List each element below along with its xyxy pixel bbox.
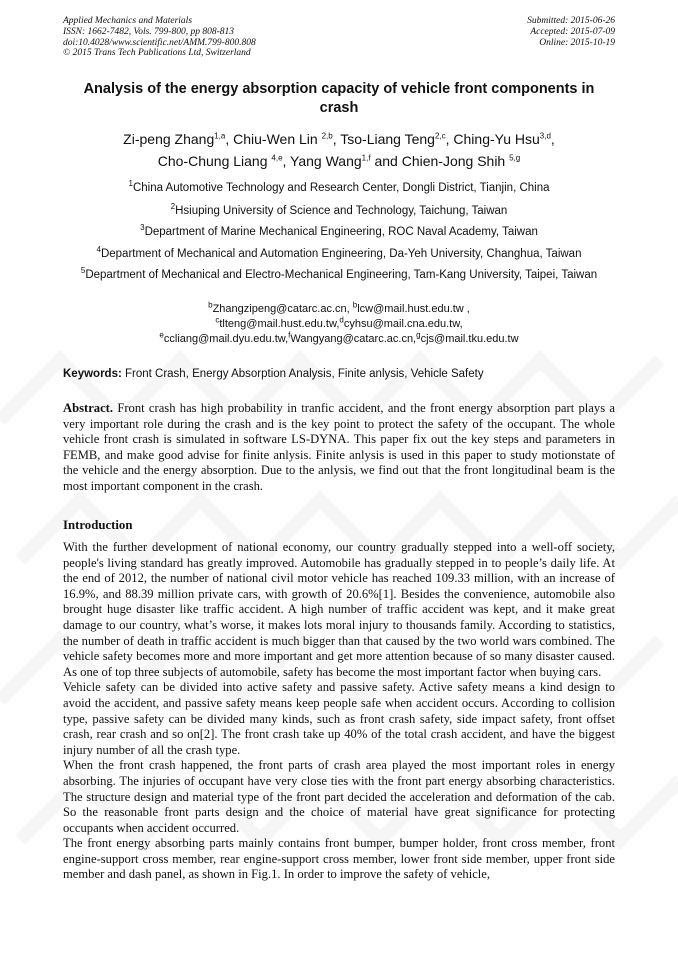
email-address: tlteng@mail.hust.edu.tw,: [219, 318, 340, 330]
affiliation-3: $^3$Department of Marine Mechanical Engineering, ROC Naval Academy, Taiwan: [140, 223, 538, 238]
paragraph: With the further development of national economy, our country gradually stepped into a well-off society, people's living standard has greatly improved. Automobile has gradually stepped in to people’s daily life. At the end of 2012, the number of national civil motor vehicle has reached 109.33 million, with an increase of 16.9%, and 88.39 million private cars, with growth of 20.6%[1]. Besides the convenience, automobile also brought huge disaster like traffic accident. A high number of traffic accident was kept, and it make great damage to our country, what’s worse, it makes lots moral injury to thousands family. According to statistics, the number of death in traffic accident is much bigger than that caused by the two world wars combined. The vehicle safety becomes more and more important and get more attention because of so many disaster caused. As one of top three subjects of automobile, safety has become the most important factor when buying cars.: [63, 540, 615, 679]
accepted-date: Accepted: 2015-07-09: [530, 26, 615, 37]
copyright-line: © 2015 Trans Tech Publications Ltd, Switzerland: [63, 48, 251, 59]
affiliation-5: $^5$Department of Mechanical and Electro-Mechanical Engineering, Tam-Kang University, Taipei, Taiwan: [80, 266, 598, 281]
author: Zi-peng Zhang$^{1,a}$,: [123, 131, 234, 147]
email-address: ccliang@mail.dyu.edu.tw,: [163, 333, 289, 345]
email-address: lcw@mail.hust.edu.tw ,: [357, 303, 470, 315]
author: Cho-Chung Liang $^{4,e}$,: [157, 153, 291, 169]
dates-info: [527, 16, 615, 48]
keywords-text: Front Crash, Energy Absorption Analysis, Finite anlysis, Vehicle Safety: [121, 368, 484, 380]
email-address: Wangyang@catarc.ac.cn,: [290, 333, 417, 345]
email-line: $^e$ccliang@mail.dyu.edu.tw,$^f$Wangyang@catarc.ac.cn,$^g$cjs@mail.tku.edu.tw: [159, 330, 519, 345]
section-heading: Introduction: [63, 518, 133, 532]
issn-line: ISSN: 1662-7482, Vols. 799-800, pp 808-813: [63, 26, 234, 37]
keywords-label: Keywords:: [63, 368, 122, 380]
submitted-date: Submitted: 2015-06-26: [527, 16, 615, 26]
abstract-text: Front crash has high probability in tranfic accident, and the front energy absorption part plays a very important role during the crash and is the key point to protect the safety of the occupant. The whole vehicle front crash is simulated in software LS-DYNA. This paper fix out the key steps and parameters in FEMB, and make good advise for finite anlysis. Finite anlysis is used in this paper to study motionstate of the vehicle and the energy absorption. Due to the anlysis, we find out that the front longitudinal beam is the most important component in the crash.: [63, 401, 615, 493]
abstract: [63, 401, 615, 495]
author: Chien-Jong Shih $^{5,g}$: [401, 153, 521, 169]
email-list: [40, 302, 638, 347]
author: Yang Wang$^{1,f}$ and: [290, 153, 402, 169]
online-date: Online: 2015-10-19: [539, 37, 615, 48]
paragraph: When the front crash happened, the front parts of crash area played the most important roles in energy absorbing. The injuries of occupant have very close ties with the front part energy absorbing characteristics. The structure design and material type of the front part decided the acceleration and deformation of the cab. So the reasonable front parts design and the choice of material have great significance for protecting occupants when accident occurred.: [63, 758, 615, 835]
journal-name: Applied Mechanics and Materials: [63, 16, 193, 26]
author: Tso-Liang Teng$^{2,c}$,: [340, 131, 454, 147]
paragraph: The front energy absorbing parts mainly contains front bumper, bumper holder, front cross member, front engine-support cross member, rear engine-support cross member, lower front side member, upper front side member and dash panel, as shown in Fig.1. In order to improve the safety of vehicle,: [63, 836, 615, 882]
email-address: cjs@mail.tku.edu.tw: [420, 333, 519, 345]
affiliation-4: $^4$Department of Mechanical and Automation Engineering, Da-Yeh University, Changhua, Taiwan: [96, 245, 582, 260]
doi-line: doi:10.4028/www.scientific.net/AMM.799-800.808: [63, 37, 256, 48]
paragraph: Vehicle safety can be divided into active safety and passive safety. Active safety means a kind design to avoid the accident, and passive safety means keep people safe when accident occurs. According to collision type, passive safety can be divided many kinds, such as front crash safety, side impact safety, front offset crash, rear crash and so on[2]. The front crash take up 40% of the total crash accident, and have the biggest injury number of all the crash type.: [63, 680, 615, 757]
email-address: Zhangzipeng@catarc.ac.cn,: [212, 303, 353, 315]
body-text: [63, 540, 615, 883]
author-list: [40, 128, 638, 172]
affiliation-1: $^1$China Automotive Technology and Research Center, Dongli District, Tianjin, China: [128, 179, 550, 194]
paper-title: Analysis of the energy absorption capacity of vehicle front components in crash: [83, 81, 595, 116]
keywords: [63, 368, 615, 380]
author: Chiu-Wen Lin $^{2,b}$,: [233, 131, 341, 147]
email-address: cyhsu@mail.cna.edu.tw,: [343, 318, 463, 330]
journal-info: [63, 16, 256, 59]
email-line: $^c$tlteng@mail.hust.edu.tw,$^d$cyhsu@mail.cna.edu.tw,: [215, 315, 463, 330]
affiliation-2: $^2$Hsiuping University of Science and Technology, Taichung, Taiwan: [170, 202, 508, 217]
email-line: $^b$Zhangzipeng@catarc.ac.cn, $^b$lcw@mail.hust.edu.tw ,: [208, 300, 470, 315]
abstract-label: Abstract.: [63, 401, 114, 415]
author: Ching-Yu Hsu$^{3,d}$,: [453, 131, 555, 147]
